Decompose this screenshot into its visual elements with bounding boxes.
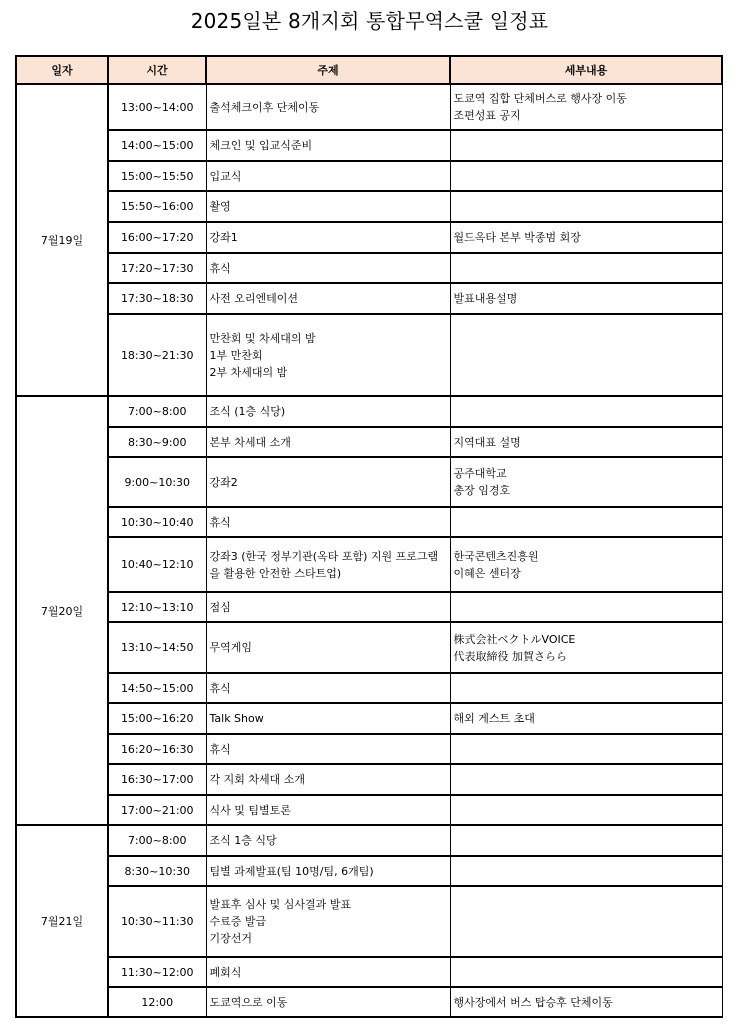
- detail-cell: 한국콘텐츠진흥원 이혜은 센터장: [450, 537, 722, 592]
- detail-cell: [450, 886, 722, 957]
- schedule-row: [16, 84, 722, 130]
- detail-cell: [450, 191, 722, 222]
- detail-cell: [450, 161, 722, 191]
- time-cell: 16:00~17:20: [108, 222, 206, 253]
- topic-cell: 도쿄역으로 이동: [206, 987, 450, 1017]
- topic-cell: 강좌3 (한국 정부기관(옥타 포함) 지원 프로그램을 활용한 안전한 스타트업): [206, 537, 450, 592]
- detail-cell: [450, 592, 722, 622]
- header-detail: 세부내용: [450, 56, 722, 84]
- detail-cell: [450, 253, 722, 283]
- detail-cell: [450, 130, 722, 161]
- schedule-row: [16, 764, 722, 795]
- schedule-row: [16, 987, 722, 1017]
- time-cell: 13:10~14:50: [108, 622, 206, 673]
- time-cell: 12:10~13:10: [108, 592, 206, 622]
- schedule-row: [16, 222, 722, 253]
- time-cell: 8:30~9:00: [108, 427, 206, 457]
- time-cell: 14:50~15:00: [108, 673, 206, 703]
- topic-cell: 강좌1: [206, 222, 450, 253]
- topic-cell: 출석체크이후 단체이동: [206, 84, 450, 130]
- header-time: 시간: [108, 56, 206, 84]
- topic-cell: 휴식: [206, 507, 450, 537]
- topic-cell: 휴식: [206, 253, 450, 283]
- schedule-row: [16, 957, 722, 987]
- schedule-table: [15, 55, 723, 1018]
- date-cell: 7월20일: [16, 396, 108, 825]
- topic-cell: 무역게임: [206, 622, 450, 673]
- time-cell: 16:20~16:30: [108, 734, 206, 764]
- schedule-row: [16, 673, 722, 703]
- date-cell: 7월19일: [16, 84, 108, 396]
- topic-cell: 촬영: [206, 191, 450, 222]
- header-date: 일자: [16, 56, 108, 84]
- topic-cell: 점심: [206, 592, 450, 622]
- time-cell: 18:30~21:30: [108, 314, 206, 396]
- schedule-row: [16, 507, 722, 537]
- detail-cell: 지역대표 설명: [450, 427, 722, 457]
- date-cell: 7월21일: [16, 825, 108, 1017]
- topic-cell: 각 지회 차세대 소개: [206, 764, 450, 795]
- topic-cell: 강좌2: [206, 457, 450, 507]
- schedule-row: [16, 427, 722, 457]
- topic-cell: 휴식: [206, 673, 450, 703]
- schedule-body: [16, 84, 722, 1017]
- schedule-row: [16, 191, 722, 222]
- schedule-row: [16, 396, 722, 427]
- detail-cell: [450, 673, 722, 703]
- topic-cell: 폐회식: [206, 957, 450, 987]
- topic-cell: 조식 1층 식당: [206, 825, 450, 856]
- schedule-row: [16, 283, 722, 314]
- time-cell: 7:00~8:00: [108, 825, 206, 856]
- time-cell: 9:00~10:30: [108, 457, 206, 507]
- time-cell: 17:30~18:30: [108, 283, 206, 314]
- time-cell: 10:30~11:30: [108, 886, 206, 957]
- topic-cell: 사전 오리엔테이션: [206, 283, 450, 314]
- detail-cell: [450, 957, 722, 987]
- time-cell: 15:50~16:00: [108, 191, 206, 222]
- time-cell: 10:40~12:10: [108, 537, 206, 592]
- time-cell: 11:30~12:00: [108, 957, 206, 987]
- detail-cell: [450, 795, 722, 825]
- schedule-row: [16, 457, 722, 507]
- header-topic: 주제: [206, 56, 450, 84]
- topic-cell: Talk Show: [206, 703, 450, 734]
- schedule-row: [16, 537, 722, 592]
- detail-cell: 해외 게스트 초대: [450, 703, 722, 734]
- schedule-row: [16, 592, 722, 622]
- detail-cell: 도쿄역 집합 단체버스로 행사장 이동 조편성표 공지: [450, 84, 722, 130]
- topic-cell: 체크인 및 입교식준비: [206, 130, 450, 161]
- time-cell: 14:00~15:00: [108, 130, 206, 161]
- detail-cell: 발표내용설명: [450, 283, 722, 314]
- detail-cell: [450, 314, 722, 396]
- time-cell: 17:00~21:00: [108, 795, 206, 825]
- schedule-row: [16, 314, 722, 396]
- time-cell: 15:00~15:50: [108, 161, 206, 191]
- schedule-row: [16, 622, 722, 673]
- topic-cell: 발표후 심사 및 심사결과 발표 수료증 발급 기장선거: [206, 886, 450, 957]
- page-title: 2025일본 8개지회 통합무역스쿨 일정표: [190, 9, 549, 33]
- topic-cell: 입교식: [206, 161, 450, 191]
- time-cell: 17:20~17:30: [108, 253, 206, 283]
- schedule-row: [16, 856, 722, 886]
- time-cell: 16:30~17:00: [108, 764, 206, 795]
- schedule-row: [16, 734, 722, 764]
- detail-cell: [450, 764, 722, 795]
- schedule-row: [16, 795, 722, 825]
- schedule-row: [16, 825, 722, 856]
- time-cell: 10:30~10:40: [108, 507, 206, 537]
- detail-cell: 행사장에서 버스 탑승후 단체이동: [450, 987, 722, 1017]
- detail-cell: [450, 856, 722, 886]
- detail-cell: [450, 734, 722, 764]
- schedule-row: [16, 253, 722, 283]
- detail-cell: 株式会社ベクトルVOICE 代表取締役 加賀さらら: [450, 622, 722, 673]
- schedule-row: [16, 886, 722, 957]
- detail-cell: [450, 396, 722, 427]
- header-row: [16, 56, 722, 84]
- topic-cell: 조식 (1층 식당): [206, 396, 450, 427]
- topic-cell: 휴식: [206, 734, 450, 764]
- time-cell: 13:00~14:00: [108, 84, 206, 130]
- time-cell: 15:00~16:20: [108, 703, 206, 734]
- schedule-row: [16, 161, 722, 191]
- topic-cell: 식사 및 팀별토론: [206, 795, 450, 825]
- topic-cell: 만찬회 및 차세대의 밤 1부 만찬회 2부 차세대의 밤: [206, 314, 450, 396]
- time-cell: 12:00: [108, 987, 206, 1017]
- time-cell: 8:30~10:30: [108, 856, 206, 886]
- detail-cell: 공주대학교 총장 임경호: [450, 457, 722, 507]
- detail-cell: [450, 825, 722, 856]
- topic-cell: 팀별 과제발표(팀 10명/팀, 6개팀): [206, 856, 450, 886]
- detail-cell: [450, 507, 722, 537]
- schedule-row: [16, 130, 722, 161]
- schedule-row: [16, 703, 722, 734]
- topic-cell: 본부 차세대 소개: [206, 427, 450, 457]
- time-cell: 7:00~8:00: [108, 396, 206, 427]
- detail-cell: 월드옥타 본부 박종범 회장: [450, 222, 722, 253]
